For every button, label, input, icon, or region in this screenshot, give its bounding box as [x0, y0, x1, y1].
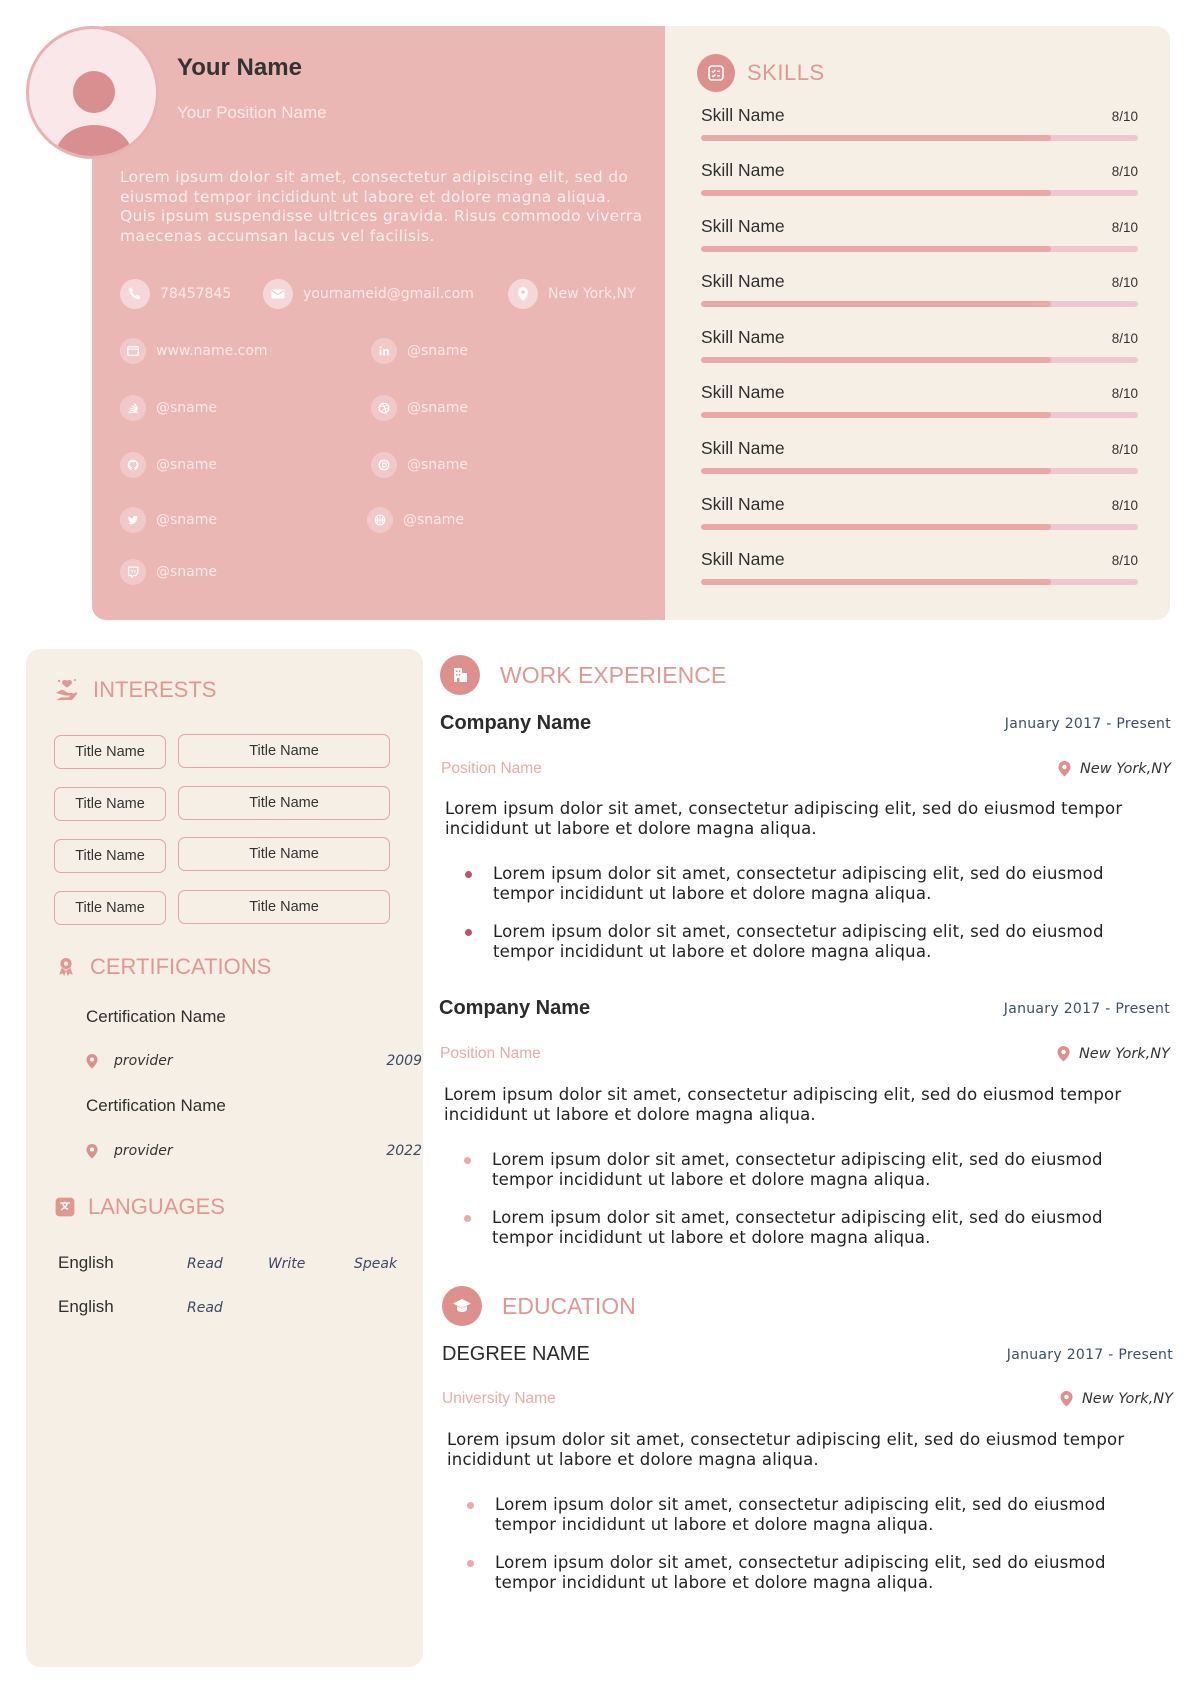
social-basketball-text: @sname: [403, 512, 464, 528]
social-github-text: @sname: [156, 457, 217, 473]
language-level: Speak: [354, 1256, 398, 1272]
social-stack-text: @sname: [156, 400, 217, 416]
skill-score: 8/10: [1111, 553, 1138, 568]
phone-icon: [120, 279, 150, 309]
interest-tag: Title Name: [54, 839, 166, 873]
skills-panel: [665, 26, 1170, 620]
skills-title: SKILLS: [747, 60, 825, 85]
skill-bar: [701, 301, 1138, 307]
edu-bullet: Lorem ipsum dolor sit amet, consectetur adipiscing elit, sed do eiusmod tempor incididunt ut labore et dolore magna aliqua.: [447, 1495, 1107, 1534]
interests-title: INTERESTS: [93, 677, 217, 702]
job-bullet: Lorem ipsum dolor sit amet, consectetur adipiscing elit, sed do eiusmod tempor incididunt ut labore et dolore magna aliqua.: [444, 1150, 1104, 1189]
stack-icon: [120, 395, 146, 421]
dribbble-icon: [371, 395, 397, 421]
cert-name: Certification Name: [86, 1096, 226, 1115]
graduation-cap-icon: [442, 1286, 482, 1326]
job-position: Position Name: [441, 760, 542, 777]
work-title: WORK EXPERIENCE: [500, 661, 727, 688]
job-dates: January 2017 - Present: [1003, 1001, 1170, 1017]
language-name: English: [58, 1297, 114, 1316]
cert-year: 2022: [386, 1143, 422, 1159]
heart-hand-icon: [53, 676, 81, 704]
cert-meta: [84, 1143, 422, 1159]
contact-email-text: yournameid@gmail.com: [303, 286, 474, 302]
social-linkedin-text: @sname: [407, 343, 468, 359]
interest-tag: Title Name: [178, 837, 390, 871]
github-icon: [120, 452, 146, 478]
interest-tag: Title Name: [178, 786, 390, 820]
contact-phone-text: 78457845: [160, 286, 232, 302]
edu-location-text: New York,NY: [1081, 1390, 1173, 1407]
skill-score: 8/10: [1111, 442, 1138, 457]
social-twitter[interactable]: [120, 507, 217, 533]
skill-name: Skill Name: [701, 216, 785, 236]
skill-bar: [701, 357, 1138, 363]
company-name: Company Name: [439, 997, 591, 1019]
certifications-heading: [54, 954, 271, 980]
skill-name: Skill Name: [701, 438, 785, 458]
university-name: University Name: [442, 1390, 556, 1407]
basketball-icon: [367, 507, 393, 533]
cert-provider: provider: [114, 1143, 173, 1159]
twitter-icon: [120, 507, 146, 533]
skill-name: Skill Name: [701, 382, 785, 402]
skill-bar: [701, 412, 1138, 418]
social-twitch[interactable]: [120, 559, 217, 585]
company-name: Company Name: [440, 712, 592, 734]
edu-dates: January 2017 - Present: [1006, 1347, 1173, 1363]
skill-bar: [701, 246, 1138, 252]
skill-bar-fill: [701, 468, 1051, 474]
browser-icon: [120, 338, 146, 364]
skill-bar: [701, 190, 1138, 196]
language-row: [58, 1297, 398, 1317]
edu-description: Lorem ipsum dolor sit amet, consectetur adipiscing elit, sed do eiusmod tempor incididunt ut labore et dolore magna aliqua.: [447, 1430, 1125, 1469]
skill-name: Skill Name: [701, 160, 785, 180]
skill-score: 8/10: [1111, 220, 1138, 235]
disc-icon: [371, 452, 397, 478]
certifications-title: CERTIFICATIONS: [90, 954, 272, 979]
degree-name: DEGREE NAME: [442, 1343, 590, 1365]
job-bullet: Lorem ipsum dolor sit amet, consectetur adipiscing elit, sed do eiusmod tempor incididunt ut labore et dolore magna aliqua.: [444, 1208, 1104, 1247]
social-basketball[interactable]: [367, 507, 464, 533]
language-level: Write: [268, 1256, 306, 1272]
interest-tag: Title Name: [178, 734, 390, 768]
job-description: Lorem ipsum dolor sit amet, consectetur adipiscing elit, sed do eiusmod tempor incididunt ut labore et dolore magna aliqua.: [444, 1085, 1122, 1124]
job-bullet: Lorem ipsum dolor sit amet, consectetur adipiscing elit, sed do eiusmod tempor incididunt ut labore et dolore magna aliqua.: [445, 864, 1105, 903]
interest-tag: Title Name: [54, 891, 166, 925]
skill-bar: [701, 135, 1138, 141]
language-level: Read: [187, 1300, 223, 1316]
social-stack[interactable]: [120, 395, 217, 421]
skill-bar-fill: [701, 579, 1051, 585]
social-disc[interactable]: [371, 452, 468, 478]
location-pin-icon: [1059, 1390, 1074, 1407]
contact-phone[interactable]: [120, 279, 231, 309]
skills-heading: [697, 54, 825, 92]
languages-heading: [54, 1194, 225, 1220]
social-dribbble-text: @sname: [407, 400, 468, 416]
job-position: Position Name: [440, 1045, 541, 1062]
job-description: Lorem ipsum dolor sit amet, consectetur adipiscing elit, sed do eiusmod tempor incididunt ut labore et dolore magna aliqua.: [445, 799, 1123, 838]
skill-name: Skill Name: [701, 327, 785, 347]
job-dates: January 2017 - Present: [1004, 716, 1171, 732]
interest-tag: Title Name: [54, 735, 166, 769]
social-twitch-text: @sname: [156, 564, 217, 580]
building-icon: [440, 655, 480, 695]
job-location-text: New York,NY: [1078, 1045, 1170, 1062]
education-title: EDUCATION: [502, 1292, 636, 1319]
job-location-text: New York,NY: [1079, 760, 1171, 777]
edu-location: [1059, 1390, 1173, 1407]
profile-position: Your Position Name: [177, 103, 327, 122]
social-disc-text: @sname: [407, 457, 468, 473]
job-location: [1057, 760, 1171, 777]
profile-summary: Lorem ipsum dolor sit amet, consectetur adipiscing elit, sed do eiusmod tempor incididunt ut labore et dolore magna aliqua. Quis ipsum suspendisse ultrices gravida. Risus commodo viverra maecenas accumsan lacus vel facilisis.: [120, 168, 643, 245]
contact-email[interactable]: [263, 279, 474, 309]
contact-website-text: www.name.com: [156, 343, 268, 359]
social-linkedin[interactable]: [371, 338, 468, 364]
skill-bar: [701, 468, 1138, 474]
avatar: [26, 26, 159, 159]
skill-bar-fill: [701, 357, 1051, 363]
sidebar-panel: [26, 649, 423, 1667]
mail-icon: [263, 279, 293, 309]
skill-score: 8/10: [1111, 331, 1138, 346]
award-icon: [54, 955, 78, 979]
location-pin-icon: [84, 1143, 100, 1159]
skill-name: Skill Name: [701, 105, 785, 125]
languages-title: LANGUAGES: [88, 1194, 225, 1219]
skill-score: 8/10: [1111, 498, 1138, 513]
education-heading: [442, 1286, 636, 1326]
social-twitter-text: @sname: [156, 512, 217, 528]
skill-score: 8/10: [1111, 109, 1138, 124]
location-pin-icon: [508, 279, 538, 309]
profile-name: Your Name: [177, 54, 302, 81]
interests-heading: [53, 676, 216, 704]
location-pin-icon: [1056, 1045, 1071, 1062]
cert-name: Certification Name: [86, 1007, 226, 1026]
location-pin-icon: [1057, 760, 1072, 777]
language-row: [58, 1253, 398, 1273]
linkedin-icon: [371, 338, 397, 364]
job-bullet: Lorem ipsum dolor sit amet, consectetur adipiscing elit, sed do eiusmod tempor incididunt ut labore et dolore magna aliqua.: [445, 922, 1105, 961]
edu-bullet: Lorem ipsum dolor sit amet, consectetur adipiscing elit, sed do eiusmod tempor incididunt ut labore et dolore magna aliqua.: [447, 1553, 1107, 1592]
avatar-head: [73, 71, 115, 113]
cert-provider: provider: [114, 1053, 173, 1069]
skill-score: 8/10: [1111, 164, 1138, 179]
contact-location[interactable]: [508, 279, 636, 309]
skill-name: Skill Name: [701, 494, 785, 514]
skill-bar-fill: [701, 135, 1051, 141]
skill-bar-fill: [701, 301, 1051, 307]
skill-bar: [701, 524, 1138, 530]
language-level: Read: [187, 1256, 223, 1272]
skill-score: 8/10: [1111, 275, 1138, 290]
skill-bar-fill: [701, 412, 1051, 418]
cert-meta: [84, 1053, 422, 1069]
interest-tag: Title Name: [54, 787, 166, 821]
contact-website[interactable]: [120, 338, 268, 364]
skill-score: 8/10: [1111, 386, 1138, 401]
location-pin-icon: [84, 1053, 100, 1069]
contact-location-text: New York,NY: [548, 286, 636, 302]
translate-icon: [54, 1196, 76, 1218]
social-github[interactable]: [120, 452, 217, 478]
social-dribbble[interactable]: [371, 395, 468, 421]
cert-year: 2009: [386, 1053, 422, 1069]
avatar-body: [56, 125, 132, 159]
skill-bar-fill: [701, 190, 1051, 196]
checklist-icon: [697, 54, 735, 92]
skill-bar: [701, 579, 1138, 585]
skill-bar-fill: [701, 246, 1051, 252]
interest-tag: Title Name: [178, 890, 390, 924]
skill-name: Skill Name: [701, 271, 785, 291]
skill-bar-fill: [701, 524, 1051, 530]
twitch-icon: [120, 559, 146, 585]
language-name: English: [58, 1253, 114, 1272]
skill-name: Skill Name: [701, 549, 785, 569]
work-heading: [440, 655, 726, 695]
job-location: [1056, 1045, 1170, 1062]
